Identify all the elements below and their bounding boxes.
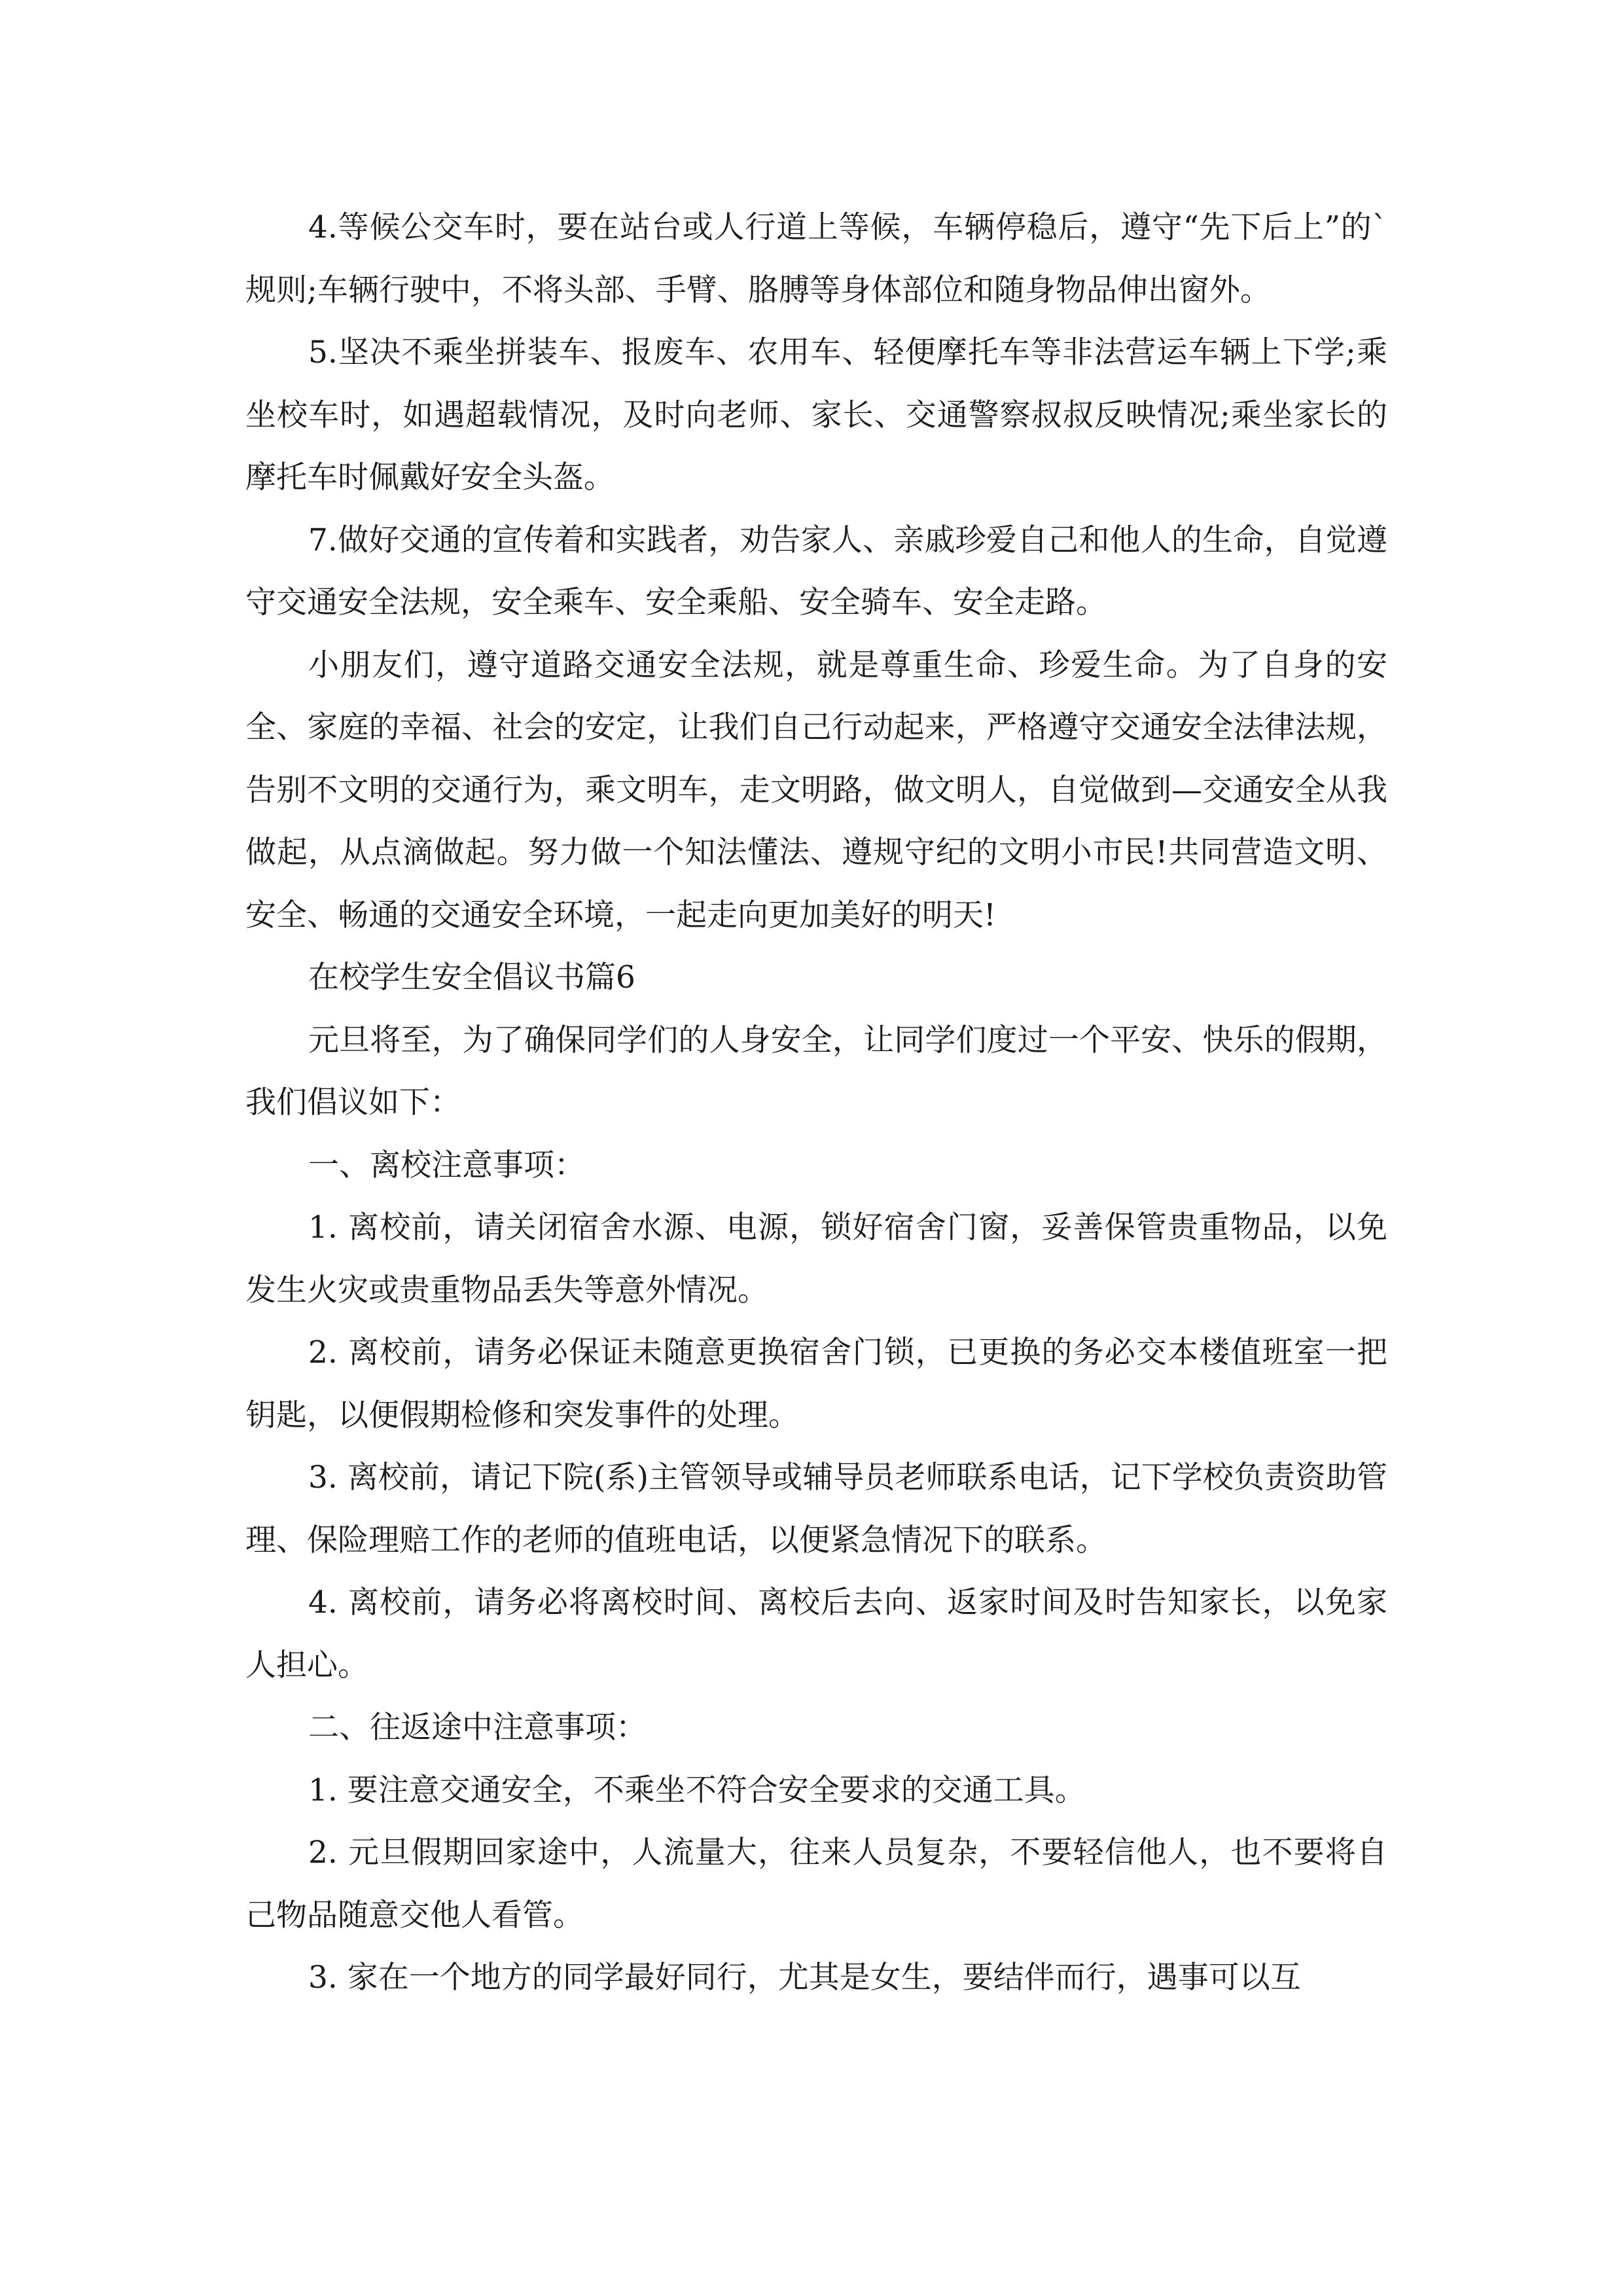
- list-item: 2. 元旦假期回家途中，人流量大，往来人员复杂，不要轻信他人，也不要将自己物品随意交他人看管。: [245, 1835, 1387, 1933]
- document-body: [245, 196, 1387, 2009]
- list-item: 3. 家在一个地方的同学最好同行，尤其是女生，要结伴而行，遇事可以互: [308, 1960, 1301, 1996]
- heading-leaving-school: 一、离校注意事项：: [308, 1147, 585, 1183]
- list-item: 4. 离校前，请务必将离校时间、离校后去向、返家时间及时告知家长，以免家人担心。: [245, 1585, 1387, 1683]
- list-item: 1. 要注意交通安全，不乘坐不符合安全要求的交通工具。: [308, 1772, 1086, 1808]
- paragraph-intro: 元旦将至，为了确保同学们的人身安全，让同学们度过一个平安、快乐的假期，我们倡议如下：: [245, 1022, 1387, 1121]
- section-title: 在校学生安全倡议书篇6: [308, 960, 635, 996]
- paragraph-illegal-vehicles: 5.坚决不乘坐拼装车、报废车、农用车、轻便摩托车等非法营运车辆上下学;乘坐校车时，如遇超载情况，及时向老师、家长、交通警察叔叔反映情况;乘坐家长的摩托车时佩戴好安全头盔。: [245, 334, 1387, 495]
- heading-travel: 二、往返途中注意事项：: [308, 1710, 647, 1746]
- paragraph-closing-appeal: 小朋友们，遵守道路交通安全法规，就是尊重生命、珍爱生命。为了自身的安全、家庭的幸福、社会的安定，让我们自己行动起来，严格遵守交通安全法律法规，告别不文明的交通行为，乘文明车，走文明路，做文明人，自觉做到—交通安全从我做起，从点滴做起。努力做一个知法懂法、遵规守纪的文明小市民!共同营造文明、安全、畅通的交通安全环境，一起走向更加美好的明天!: [245, 647, 1387, 933]
- paragraph-bus-waiting: 4.等候公交车时，要在站台或人行道上等候，车辆停稳后，遵守“先下后上”的`规则;车辆行驶中，不将头部、手臂、胳膊等身体部位和随身物品伸出窗外。: [245, 209, 1387, 308]
- list-item: 2. 离校前，请务必保证未随意更换宿舍门锁，已更换的务必交本楼值班室一把钥匙，以便假期检修和突发事件的处理。: [245, 1335, 1387, 1433]
- list-item: 1. 离校前，请关闭宿舍水源、电源，锁好宿舍门窗，妥善保管贵重物品，以免发生火灾或贵重物品丢失等意外情况。: [245, 1210, 1387, 1308]
- paragraph-traffic-promoter: 7.做好交通的宣传着和实践者，劝告家人、亲戚珍爱自己和他人的生命，自觉遵守交通安全法规，安全乘车、安全乘船、安全骑车、安全走路。: [245, 522, 1387, 620]
- list-item: 3. 离校前，请记下院(系)主管领导或辅导员老师联系电话，记下学校负责资助管理、保险理赔工作的老师的值班电话，以便紧急情况下的联系。: [245, 1460, 1387, 1558]
